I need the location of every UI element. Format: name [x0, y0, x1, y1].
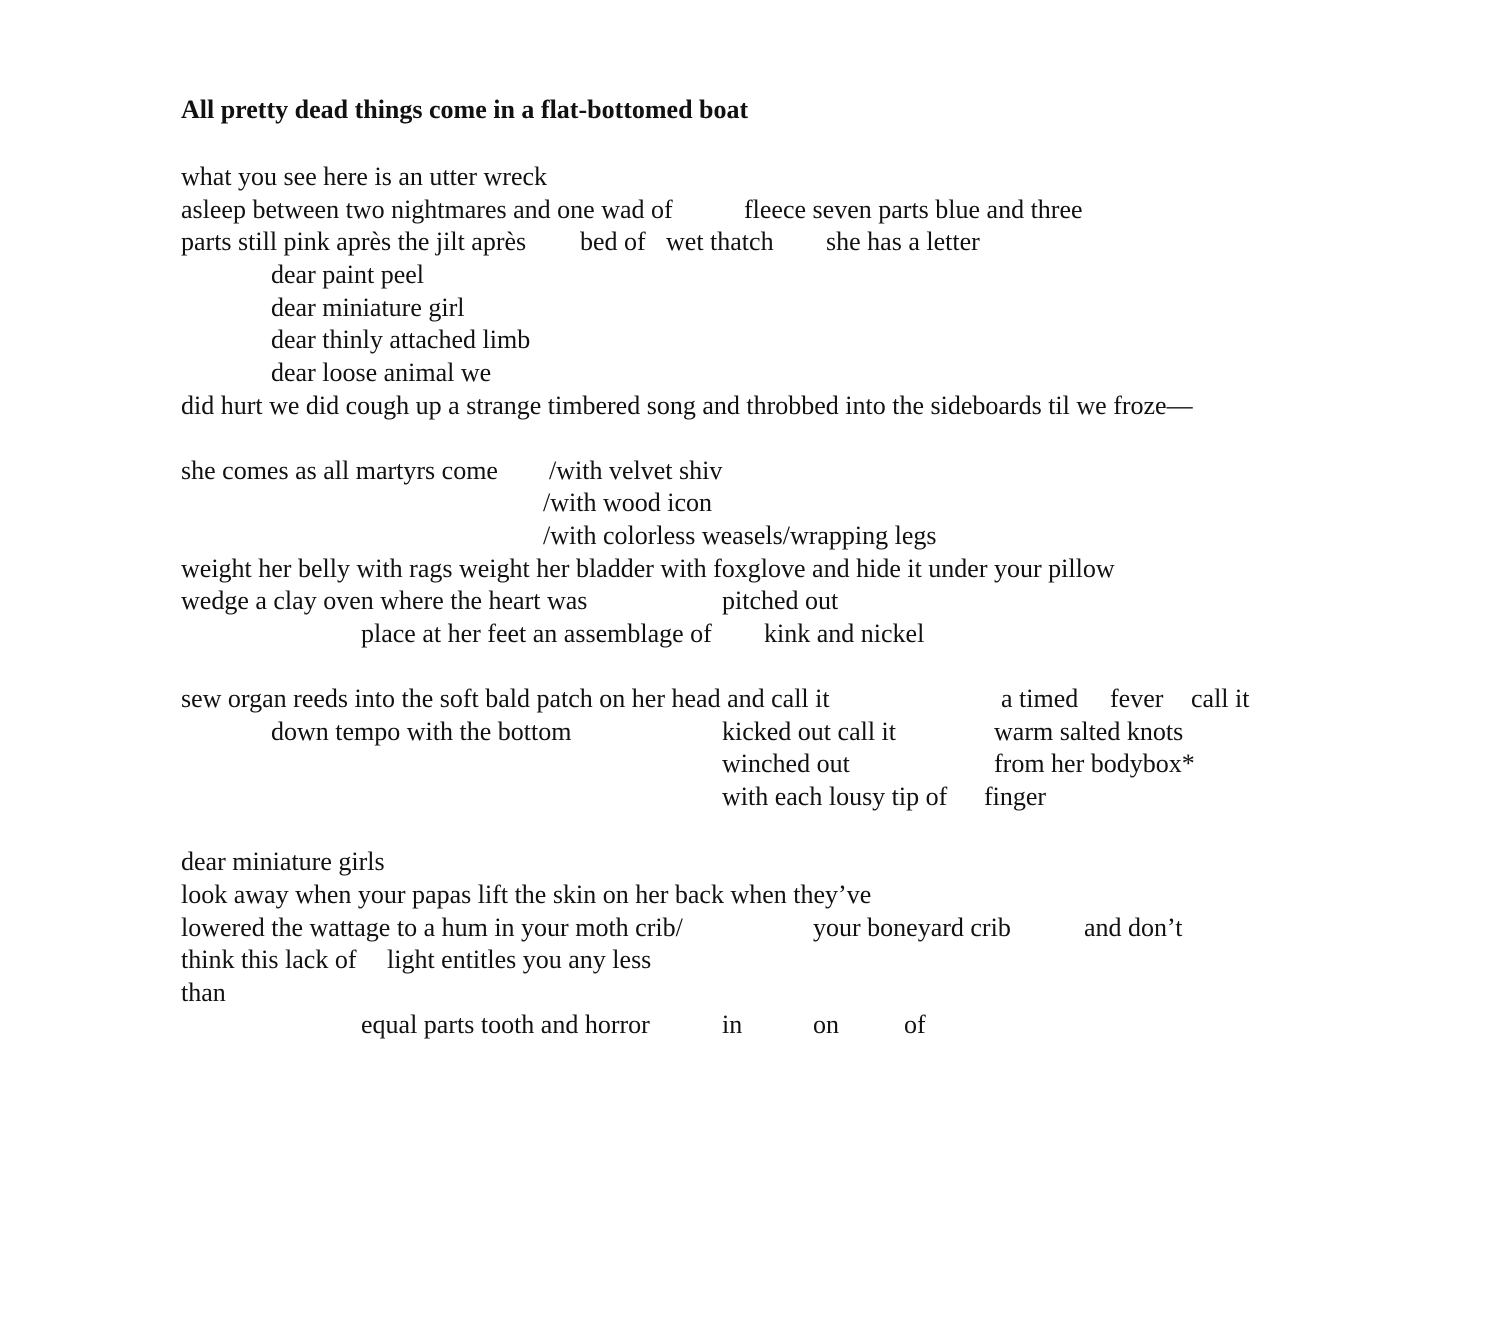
poem-line-19-segment-1: dear miniature girls: [181, 847, 385, 876]
poem-line-22-segment-2: light entitles you any less: [387, 945, 652, 974]
poem-line-3-segment-2: bed of: [580, 227, 646, 256]
poem-line-18-segment-1: with each lousy tip of: [722, 782, 948, 811]
poem-line-21-segment-1: lowered the wattage to a hum in your moth crib/: [181, 913, 683, 942]
poem-line-13-segment-2: pitched out: [722, 586, 839, 615]
poem-line-10-segment-1: /with wood icon: [543, 488, 712, 517]
poem-line-2-segment-1: asleep between two nightmares and one wad of: [181, 195, 673, 224]
poem-line-3-segment-3: wet thatch: [666, 227, 774, 256]
poem-line-16-segment-2: kicked out call it: [722, 717, 897, 746]
poem-line-20-segment-1: look away when your papas lift the skin on her back when they’ve: [181, 880, 872, 909]
poem-line-14-segment-1: place at her feet an assemblage of: [361, 619, 712, 648]
poem-line-9-segment-2: /with velvet shiv: [549, 456, 723, 485]
poem-line-11-segment-1: /with colorless weasels/wrapping legs: [543, 521, 937, 550]
poem-line-3-segment-4: she has a letter: [826, 227, 980, 256]
poem-line-5-segment-1: dear miniature girl: [271, 293, 465, 322]
poem-line-13-segment-1: wedge a clay oven where the heart was: [181, 586, 588, 615]
poem-line-6-segment-1: dear thinly attached limb: [271, 325, 531, 354]
poem-line-18-segment-2: finger: [984, 782, 1047, 811]
poem-line-3-segment-1: parts still pink après the jilt après: [181, 227, 527, 256]
poem-line-15-segment-1: sew organ reeds into the soft bald patch on her head and call it: [181, 684, 830, 713]
poem-line-24-segment-4: of: [904, 1010, 926, 1039]
poem-line-23-segment-1: than: [181, 978, 226, 1007]
poem-line-1-segment-1: what you see here is an utter wreck: [181, 162, 548, 191]
poem-line-24-segment-1: equal parts tooth and horror: [361, 1010, 650, 1039]
poem-line-12-segment-1: weight her belly with rags weight her bladder with foxglove and hide it under your pillow: [181, 554, 1115, 583]
poem-line-8-segment-1: did hurt we did cough up a strange timbered song and throbbed into the sideboards til we froze—: [181, 391, 1193, 420]
poem-line-17-segment-2: from her bodybox*: [994, 749, 1195, 778]
poem-line-21-segment-3: and don’t: [1084, 913, 1183, 942]
poem-line-16-segment-1: down tempo with the bottom: [271, 717, 572, 746]
poem-line-14-segment-2: kink and nickel: [764, 619, 925, 648]
poem-line-24-segment-2: in: [722, 1010, 743, 1039]
poem-line-17-segment-1: winched out: [722, 749, 850, 778]
poem-line-16-segment-3: warm salted knots: [994, 717, 1184, 746]
poem-line-7-segment-1: dear loose animal we: [271, 358, 492, 387]
poem-line-22-segment-1: think this lack of: [181, 945, 357, 974]
poem-title: All pretty dead things come in a flat-bottomed boat: [181, 95, 749, 124]
poem-line-15-segment-3: fever: [1110, 684, 1164, 713]
poem-line-15-segment-2: a timed: [1001, 684, 1079, 713]
poem-line-21-segment-2: your boneyard crib: [813, 913, 1011, 942]
poem-line-4-segment-1: dear paint peel: [271, 260, 425, 289]
poem-line-2-segment-2: fleece seven parts blue and three: [744, 195, 1083, 224]
poem-line-24-segment-3: on: [813, 1010, 839, 1039]
poem-line-15-segment-4: call it: [1191, 684, 1250, 713]
poem-line-9-segment-1: she comes as all martyrs come: [181, 456, 498, 485]
